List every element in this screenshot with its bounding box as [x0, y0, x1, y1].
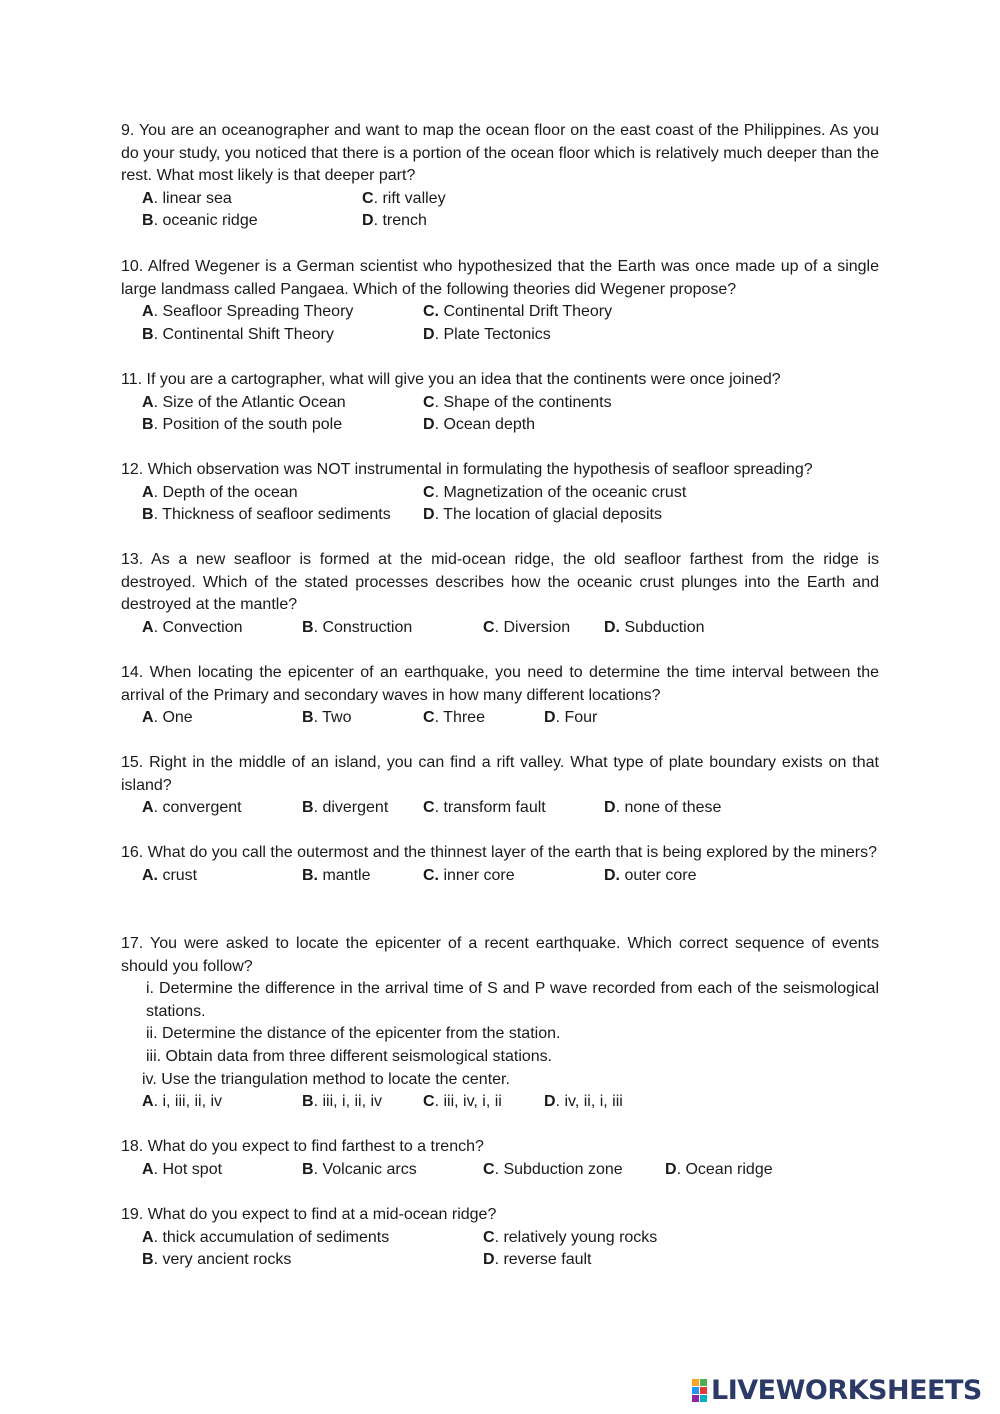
- option-row: [121, 414, 879, 437]
- option-b[interactable]: B. Volcanic arcs: [302, 1160, 417, 1178]
- question-9: [121, 120, 879, 233]
- logo-text: LIVEWORKSHEETS: [711, 1374, 982, 1406]
- option-row: [121, 188, 879, 211]
- option-c[interactable]: C. rift valley: [362, 189, 446, 207]
- option-c[interactable]: C. iii, iv, i, ii: [423, 1093, 502, 1111]
- question-stem: 14. When locating the epicenter of an earthquake, you need to determine the time interval between the arrival of the Primary and secondary waves in how many different locations?: [121, 664, 879, 704]
- step-iii: iii. Obtain data from three different seismological stations.: [146, 1047, 553, 1065]
- option-d[interactable]: D. none of these: [604, 799, 722, 817]
- question-11: [121, 369, 879, 437]
- question-stem: 12. Which observation was NOT instrumental in formulating the hypothesis of seafloor spreading?: [121, 461, 813, 478]
- option-a[interactable]: A. Seafloor Spreading Theory: [142, 303, 354, 321]
- option-a[interactable]: A. Size of the Atlantic Ocean: [142, 393, 346, 411]
- option-d[interactable]: D. trench: [362, 212, 427, 230]
- option-d[interactable]: D. Subduction: [604, 618, 705, 636]
- option-a[interactable]: A. crust: [142, 866, 198, 884]
- option-c[interactable]: C. transform fault: [423, 799, 546, 817]
- question-stem: 18. What do you expect to find farthest to a trench?: [121, 1138, 484, 1155]
- option-a[interactable]: A. thick accumulation of sediments: [142, 1228, 390, 1246]
- option-row: [121, 210, 879, 233]
- option-a[interactable]: A. linear sea: [142, 189, 232, 207]
- step-ii: ii. Determine the distance of the epicenter from the station.: [146, 1025, 561, 1043]
- question-12: [121, 459, 879, 527]
- logo-block: [700, 1387, 707, 1394]
- option-b[interactable]: B. mantle: [302, 866, 371, 884]
- question-stem: 9. You are an oceanographer and want to map the ocean floor on the east coast of the Philippines. As you do your study, you noticed that there is a portion of the ocean floor which is relatively much deeper than the rest. What most likely is that deeper part?: [121, 122, 879, 185]
- option-c[interactable]: C. inner core: [423, 866, 515, 884]
- option-d[interactable]: D. Ocean depth: [423, 416, 536, 434]
- question-10: [121, 256, 879, 346]
- question-13: [121, 549, 879, 639]
- option-c[interactable]: C. Diversion: [483, 618, 571, 636]
- question-17: [121, 933, 879, 1114]
- option-d[interactable]: D. Ocean ridge: [665, 1160, 773, 1178]
- option-row: [121, 1227, 879, 1250]
- option-b[interactable]: B. Position of the south pole: [142, 416, 343, 434]
- option-b[interactable]: B. Two: [302, 709, 352, 727]
- option-d[interactable]: D. reverse fault: [483, 1251, 592, 1269]
- question-stem: 10. Alfred Wegener is a German scientist who hypothesized that the Earth was once made up of a single large landmass called Pangaea. Which of the following theories did Wegener propose?: [121, 258, 879, 298]
- option-d[interactable]: D. The location of glacial deposits: [423, 506, 662, 524]
- logo-mark-icon: [692, 1379, 707, 1402]
- option-row: [121, 1091, 879, 1114]
- option-a[interactable]: A. Convection: [142, 618, 243, 636]
- option-c[interactable]: C. Continental Drift Theory: [423, 303, 613, 321]
- step-iv: iv. Use the triangulation method to locate the center.: [142, 1070, 510, 1088]
- option-row: [121, 392, 879, 415]
- option-d[interactable]: D. Four: [544, 709, 598, 727]
- logo-block: [700, 1395, 707, 1402]
- option-c[interactable]: C. relatively young rocks: [483, 1228, 658, 1246]
- option-b[interactable]: B. Thickness of seafloor sediments: [142, 506, 391, 524]
- option-a[interactable]: A. Hot spot: [142, 1160, 223, 1178]
- option-c[interactable]: C. Magnetization of the oceanic crust: [423, 483, 687, 501]
- question-stem: 11. If you are a cartographer, what will give you an idea that the continents were once joined?: [121, 371, 781, 388]
- liveworksheets-logo[interactable]: [692, 1376, 982, 1404]
- option-b[interactable]: B. divergent: [302, 799, 389, 817]
- logo-block: [692, 1387, 699, 1394]
- question-19: [121, 1204, 879, 1272]
- option-c[interactable]: C. Subduction zone: [483, 1160, 623, 1178]
- option-row: [121, 482, 879, 505]
- option-c[interactable]: C. Shape of the continents: [423, 393, 612, 411]
- option-b[interactable]: B. iii, i, ii, iv: [302, 1093, 383, 1111]
- option-a[interactable]: A. i, iii, ii, iv: [142, 1093, 223, 1111]
- step-i: i. Determine the difference in the arrival time of S and P wave recorded from each of the seismological stations.: [146, 980, 879, 1020]
- question-16: [121, 842, 879, 887]
- logo-block: [700, 1379, 707, 1386]
- option-a[interactable]: A. convergent: [142, 799, 242, 817]
- logo-block: [692, 1379, 699, 1386]
- option-b[interactable]: B. Construction: [302, 618, 413, 636]
- question-stem: 13. As a new seafloor is formed at the mid-ocean ridge, the old seafloor farthest from the ridge is destroyed. Which of the stated processes describes how the oceanic crust plunges into the Earth and destroyed at the mantle?: [121, 551, 879, 614]
- option-row: [121, 1159, 879, 1182]
- question-stem: 17. You were asked to locate the epicenter of a recent earthquake. Which correct sequence of events should you follow?: [121, 935, 879, 975]
- option-d[interactable]: D. iv, ii, i, iii: [544, 1093, 623, 1111]
- option-b[interactable]: B. Continental Shift Theory: [142, 325, 334, 343]
- option-row: [121, 301, 879, 324]
- question-14: [121, 662, 879, 730]
- question-18: [121, 1136, 879, 1181]
- option-d[interactable]: D. outer core: [604, 866, 697, 884]
- question-15: [121, 752, 879, 820]
- option-b[interactable]: B. very ancient rocks: [142, 1251, 292, 1269]
- question-stem: 15. Right in the middle of an island, you can find a rift valley. What type of plate boundary exists on that island?: [121, 754, 879, 794]
- option-b[interactable]: B. oceanic ridge: [142, 212, 258, 230]
- option-row: [121, 707, 879, 730]
- option-row: [121, 324, 879, 347]
- option-d[interactable]: D. Plate Tectonics: [423, 325, 551, 343]
- question-stem: 16. What do you call the outermost and the thinnest layer of the earth that is being explored by the miners?: [121, 844, 877, 861]
- option-row: [121, 617, 879, 640]
- option-a[interactable]: A. One: [142, 709, 193, 727]
- option-row: [121, 797, 879, 820]
- option-row: [121, 1249, 879, 1272]
- option-row: [121, 865, 879, 888]
- logo-block: [692, 1395, 699, 1402]
- question-stem: 19. What do you expect to find at a mid-ocean ridge?: [121, 1206, 497, 1223]
- option-c[interactable]: C. Three: [423, 709, 485, 727]
- option-row: [121, 504, 879, 527]
- option-a[interactable]: A. Depth of the ocean: [142, 483, 298, 501]
